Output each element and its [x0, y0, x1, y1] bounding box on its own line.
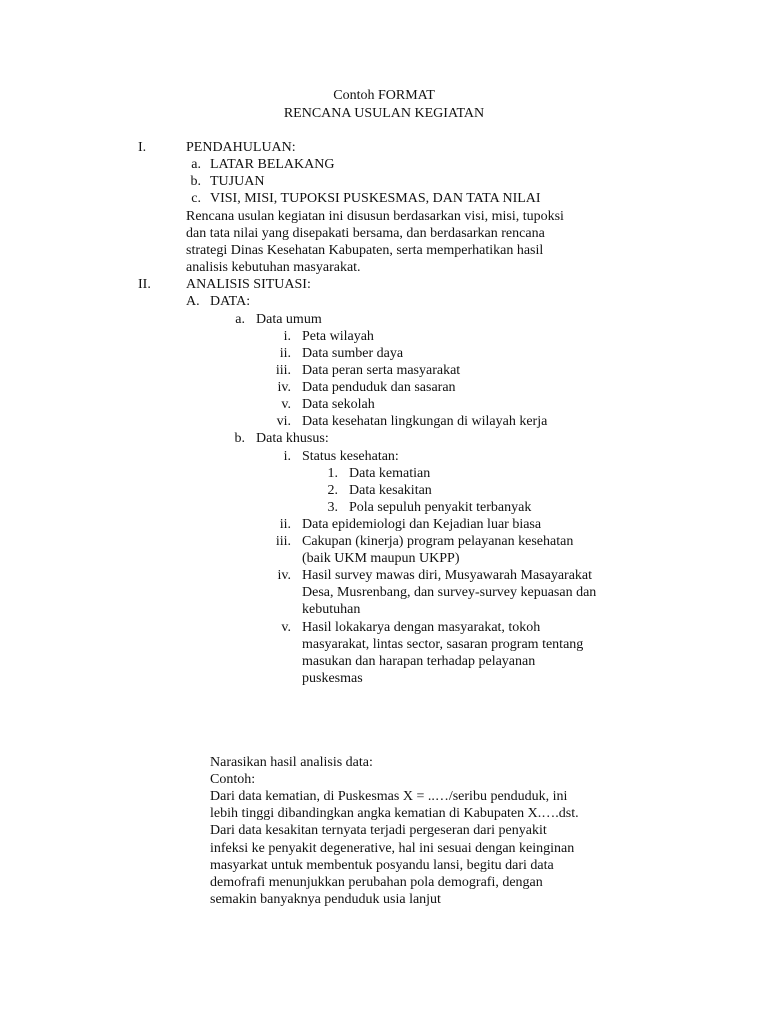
list-item: Data peran serta masyarakat — [302, 363, 461, 378]
list-item-continuation: masukan dan harapan terhadap pelayanan — [302, 654, 536, 669]
list-label: a. — [191, 157, 201, 172]
paragraph-line: lebih tinggi dibandingkan angka kematian di Kabupaten X.….dst. — [210, 806, 579, 821]
list-label: i. — [283, 449, 291, 464]
list-item: Data penduduk dan sasaran — [302, 380, 456, 395]
list-item: Data kematian — [349, 466, 431, 481]
list-item: TUJUAN — [210, 174, 265, 189]
narrative-heading: Narasikan hasil analisis data: — [210, 755, 373, 770]
list-item-continuation: masyarakat, lintas sector, sasaran program tentang — [302, 637, 584, 652]
list-label: v. — [281, 397, 291, 412]
list-item: Data kesehatan lingkungan di wilayah kerja — [302, 414, 548, 429]
document-subtitle: RENCANA USULAN KEGIATAN — [283, 106, 485, 121]
section-2-heading: ANALISIS SITUASI: — [186, 277, 311, 292]
list-label: 3. — [327, 500, 338, 515]
list-label: iii. — [275, 363, 291, 378]
list-item-continuation: (baik UKM maupun UKPP) — [302, 551, 460, 566]
list-item: Status kesehatan: — [302, 449, 399, 464]
list-item: Hasil survey mawas diri, Musyawarah Masayarakat — [302, 568, 593, 583]
list-label: c. — [191, 191, 201, 206]
paragraph-line: semakin banyaknya penduduk usia lanjut — [210, 892, 441, 907]
list-item: Data sumber daya — [302, 346, 404, 361]
list-item: Cakupan (kinerja) program pelayanan kesehatan — [302, 534, 574, 549]
paragraph-line: demofrafi menunjukkan perubahan pola demografi, dengan — [210, 875, 543, 890]
list-label: A. — [186, 294, 200, 309]
list-item: Hasil lokakarya dengan masyarakat, tokoh — [302, 620, 541, 635]
list-label: i. — [283, 329, 291, 344]
narrative-subheading: Contoh: — [210, 772, 256, 787]
list-label: 2. — [327, 483, 338, 498]
list-item-continuation: kebutuhan — [302, 602, 361, 617]
list-item: Peta wilayah — [302, 329, 374, 344]
list-label: a. — [235, 312, 245, 327]
document-title: Contoh FORMAT — [333, 88, 435, 103]
data-khusus-heading: Data khusus: — [256, 431, 329, 446]
list-item-continuation: Desa, Musrenbang, dan survey-survey kepuasan dan — [302, 585, 597, 600]
list-item: Data epidemiologi dan Kejadian luar biasa — [302, 517, 542, 532]
list-label: b. — [234, 431, 245, 446]
list-item: VISI, MISI, TUPOKSI PUSKESMAS, DAN TATA NILAI — [210, 191, 541, 206]
list-item-continuation: puskesmas — [302, 671, 363, 686]
paragraph-line: strategi Dinas Kesehatan Kabupaten, serta memperhatikan hasil — [186, 243, 544, 258]
paragraph-line: infeksi ke penyakit degenerative, hal ini sesuai dengan keinginan — [210, 841, 575, 856]
list-item: Data kesakitan — [349, 483, 432, 498]
list-label: ii. — [279, 346, 291, 361]
list-label: iv. — [277, 380, 291, 395]
paragraph-line: Dari data kematian, di Puskesmas X = ..…/seribu penduduk, ini — [210, 789, 568, 804]
section-1-number: I. — [138, 140, 147, 155]
paragraph-line: Rencana usulan kegiatan ini disusun berdasarkan visi, misi, tupoksi — [186, 209, 564, 224]
data-heading: DATA: — [210, 294, 251, 309]
list-label: v. — [281, 620, 291, 635]
list-label: b. — [190, 174, 201, 189]
list-label: iv. — [277, 568, 291, 583]
list-label: vi. — [276, 414, 291, 429]
list-label: iii. — [275, 534, 291, 549]
paragraph-line: analisis kebutuhan masyarakat. — [186, 260, 361, 275]
section-1-heading: PENDAHULUAN: — [186, 140, 296, 155]
paragraph-line: dan tata nilai yang disepakati bersama, dan berdasarkan rencana — [186, 226, 545, 241]
paragraph-line: Dari data kesakitan ternyata terjadi pergeseran dari penyakit — [210, 823, 547, 838]
section-2-number: II. — [138, 277, 151, 292]
list-label: 1. — [327, 466, 338, 481]
list-label: ii. — [279, 517, 291, 532]
list-item: Pola sepuluh penyakit terbanyak — [349, 500, 532, 515]
data-umum-heading: Data umum — [256, 312, 322, 327]
list-item: Data sekolah — [302, 397, 375, 412]
list-item: LATAR BELAKANG — [210, 157, 335, 172]
paragraph-line: masyarkat untuk membentuk posyandu lansi, begitu dari data — [210, 858, 554, 873]
